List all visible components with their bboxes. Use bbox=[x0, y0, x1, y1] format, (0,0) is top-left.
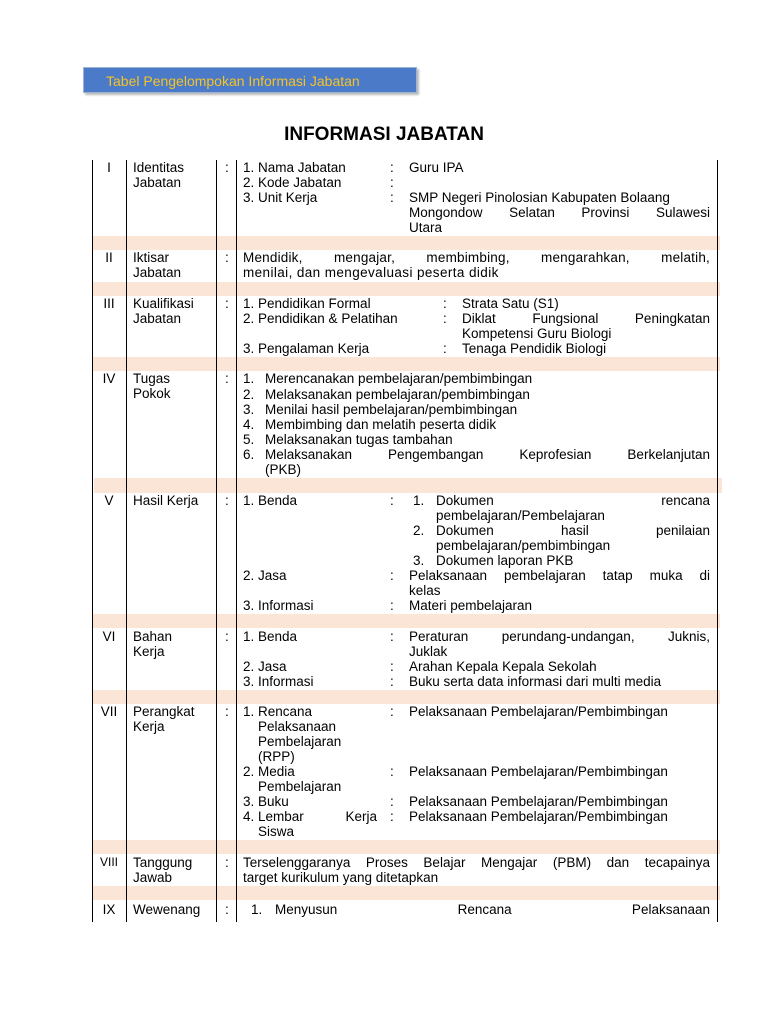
item-key: Pelaksanaan bbox=[258, 719, 337, 734]
section-text: Mendidik, mengajar, membimbing, mengarahkan, melatih, bbox=[243, 250, 710, 265]
colon: : bbox=[390, 659, 394, 674]
list-number: 1. bbox=[251, 902, 263, 917]
list-number: 3. bbox=[243, 794, 255, 809]
list-number: 1. bbox=[243, 704, 255, 719]
colon: : bbox=[443, 296, 447, 311]
item-key: Buku bbox=[258, 794, 289, 809]
list-item: Melaksanakan tugas tambahan bbox=[265, 432, 453, 447]
item-key: Lembar Kerja bbox=[258, 809, 377, 824]
colon: : bbox=[443, 341, 447, 356]
item-value: Materi pembelajaran bbox=[409, 598, 533, 613]
item-key: 3. Informasi bbox=[243, 598, 314, 613]
list-number: 3. bbox=[243, 402, 255, 417]
section-label: Jabatan bbox=[133, 175, 182, 190]
colon: : bbox=[225, 855, 229, 870]
row-separator bbox=[92, 236, 720, 250]
item-value: Buku serta data informasi dari multi media bbox=[409, 674, 662, 689]
list-number: 4. bbox=[243, 417, 255, 432]
colon: : bbox=[390, 160, 394, 175]
section-number: V bbox=[104, 493, 114, 508]
list-item: Menilai hasil pembelajaran/pembimbingan bbox=[265, 402, 518, 417]
section-label: Identitas bbox=[133, 160, 185, 175]
table-column-divider bbox=[126, 160, 127, 922]
section-label: Pokok bbox=[133, 386, 171, 401]
row-separator bbox=[92, 840, 720, 854]
page-title: INFORMASI JABATAN bbox=[284, 124, 484, 145]
table-column-divider bbox=[216, 160, 217, 922]
colon: : bbox=[390, 794, 394, 809]
list-item: Merencanakan pembelajaran/pembimbingan bbox=[265, 371, 533, 386]
section-number: I bbox=[107, 160, 111, 175]
colon: : bbox=[390, 674, 394, 689]
list-number: 4. bbox=[243, 809, 255, 824]
section-number: VII bbox=[100, 704, 118, 719]
list-item: Dokumen hasil penilaian bbox=[436, 523, 710, 538]
item-value: Mongondow Selatan Provinsi Sulawesi bbox=[409, 205, 710, 220]
section-number: II bbox=[105, 250, 113, 265]
item-value: Strata Satu (S1) bbox=[462, 296, 559, 311]
item-key: 3. Unit Kerja bbox=[243, 190, 318, 205]
item-value: Pelaksanaan Pembelajaran/Pembimbingan bbox=[409, 794, 668, 809]
row-separator bbox=[94, 478, 722, 493]
row-separator bbox=[92, 614, 720, 628]
item-value: Peraturan perundang-undangan, Juknis, bbox=[409, 629, 710, 644]
list-number: 2. bbox=[243, 764, 255, 779]
item-value: Juklak bbox=[409, 644, 448, 659]
item-key: Pembelajaran bbox=[258, 734, 342, 749]
colon: : bbox=[225, 493, 229, 508]
colon: : bbox=[390, 764, 394, 779]
item-value: Arahan Kepala Kepala Sekolah bbox=[409, 659, 597, 674]
item-key: 3. Informasi bbox=[243, 674, 314, 689]
colon: : bbox=[390, 809, 394, 824]
item-value: Tenaga Pendidik Biologi bbox=[462, 341, 607, 356]
item-key: 2. Kode Jabatan bbox=[243, 175, 342, 190]
colon: : bbox=[225, 902, 229, 917]
item-key: 3. Pengalaman Kerja bbox=[243, 341, 370, 356]
section-label: Bahan bbox=[133, 629, 173, 644]
colon: : bbox=[390, 190, 394, 205]
section-text: menilai, dan mengevaluasi peserta didik bbox=[243, 265, 499, 280]
item-value: Pelaksanaan Pembelajaran/Pembimbingan bbox=[409, 764, 668, 779]
colon: : bbox=[225, 704, 229, 719]
item-key: 2. Jasa bbox=[243, 659, 287, 674]
row-separator bbox=[92, 357, 720, 371]
row-separator bbox=[92, 282, 720, 296]
item-key: Siswa bbox=[258, 824, 295, 839]
list-item: Dokumen rencana bbox=[436, 493, 710, 508]
colon: : bbox=[390, 493, 394, 508]
item-value: Pelaksanaan pembelajaran tatap muka di bbox=[409, 568, 710, 583]
list-number: 2. bbox=[413, 523, 425, 538]
list-number: 6. bbox=[243, 447, 255, 462]
colon: : bbox=[225, 371, 229, 386]
item-value: kelas bbox=[409, 583, 441, 598]
section-label: Jawab bbox=[133, 870, 173, 885]
colon: : bbox=[225, 629, 229, 644]
item-key: Media bbox=[258, 764, 295, 779]
item-key: (RPP) bbox=[258, 749, 295, 764]
section-number: III bbox=[103, 296, 115, 311]
colon: : bbox=[225, 250, 229, 265]
table-border-left bbox=[92, 160, 93, 922]
list-item: Melaksanakan Pengembangan Keprofesian Berkelanjutan bbox=[265, 447, 710, 462]
list-number: 3. bbox=[413, 553, 425, 568]
section-label: Kerja bbox=[133, 644, 165, 659]
section-label: Hasil Kerja bbox=[133, 493, 199, 508]
item-value: Utara bbox=[409, 220, 443, 235]
section-label: Tanggung bbox=[133, 855, 193, 870]
colon: : bbox=[225, 296, 229, 311]
list-item: Dokumen laporan PKB bbox=[436, 553, 574, 568]
list-number: 2. bbox=[243, 387, 255, 402]
colon: : bbox=[225, 160, 229, 175]
item-key: Rencana bbox=[258, 704, 313, 719]
item-key: 2. Pendidikan & Pelatihan bbox=[243, 311, 398, 326]
list-number: 1. bbox=[413, 493, 425, 508]
table-column-divider bbox=[236, 160, 237, 922]
item-value: Pelaksanaan Pembelajaran/Pembimbingan bbox=[409, 704, 668, 719]
list-item: (PKB) bbox=[265, 462, 302, 477]
item-key: 2. Jasa bbox=[243, 568, 287, 583]
item-value: Guru IPA bbox=[409, 160, 464, 175]
list-number: 1. bbox=[243, 371, 255, 386]
section-label: Iktisar bbox=[133, 250, 170, 265]
colon: : bbox=[443, 311, 447, 326]
item-key: 1. Benda bbox=[243, 629, 298, 644]
item-key: 1. Pendidikan Formal bbox=[243, 296, 371, 311]
colon: : bbox=[390, 175, 394, 190]
item-value: SMP Negeri Pinolosian Kabupaten Bolaang bbox=[409, 190, 670, 205]
table-border-right bbox=[717, 160, 718, 922]
section-text: Terselenggaranya Proses Belajar Mengajar (PBM) dan tecapainya bbox=[243, 855, 710, 870]
section-number: VI bbox=[102, 629, 116, 644]
section-number: IV bbox=[102, 371, 116, 386]
row-separator bbox=[92, 886, 720, 900]
list-item: pembelajaran/Pembelajaran bbox=[436, 508, 605, 523]
section-text: target kurikulum yang ditetapkan bbox=[243, 870, 439, 885]
section-label: Jabatan bbox=[133, 265, 182, 280]
section-label: Jabatan bbox=[133, 311, 182, 326]
section-label: Perangkat bbox=[133, 704, 195, 719]
section-label: Kerja bbox=[133, 719, 165, 734]
list-item: Membimbing dan melatih peserta didik bbox=[265, 417, 497, 432]
item-key: Pembelajaran bbox=[258, 779, 342, 794]
item-value: Pelaksanaan Pembelajaran/Pembimbingan bbox=[409, 809, 668, 824]
item-key: 1. Benda bbox=[243, 493, 298, 508]
colon: : bbox=[390, 629, 394, 644]
list-item: Melaksanakan pembelajaran/pembimbingan bbox=[265, 387, 530, 402]
item-value: Kompetensi Guru Biologi bbox=[462, 326, 612, 341]
section-label: Kualifikasi bbox=[133, 296, 194, 311]
item-key: 1. Nama Jabatan bbox=[243, 160, 346, 175]
list-number: 5. bbox=[243, 432, 255, 447]
section-number: VIII bbox=[99, 855, 118, 869]
colon: : bbox=[390, 568, 394, 583]
colon: : bbox=[390, 704, 394, 719]
section-label: Wewenang bbox=[133, 902, 201, 917]
row-separator bbox=[92, 690, 720, 704]
list-item: pembelajaran/pembimbingan bbox=[436, 538, 611, 553]
section-banner: Tabel Pengelompokan Informasi Jabatan bbox=[83, 67, 417, 93]
section-label: Tugas bbox=[133, 371, 171, 386]
colon: : bbox=[390, 598, 394, 613]
list-item: Menyusun Rencana Pelaksanaan bbox=[275, 902, 710, 917]
section-number: IX bbox=[102, 902, 116, 917]
item-value: Diklat Fungsional Peningkatan bbox=[462, 311, 710, 326]
